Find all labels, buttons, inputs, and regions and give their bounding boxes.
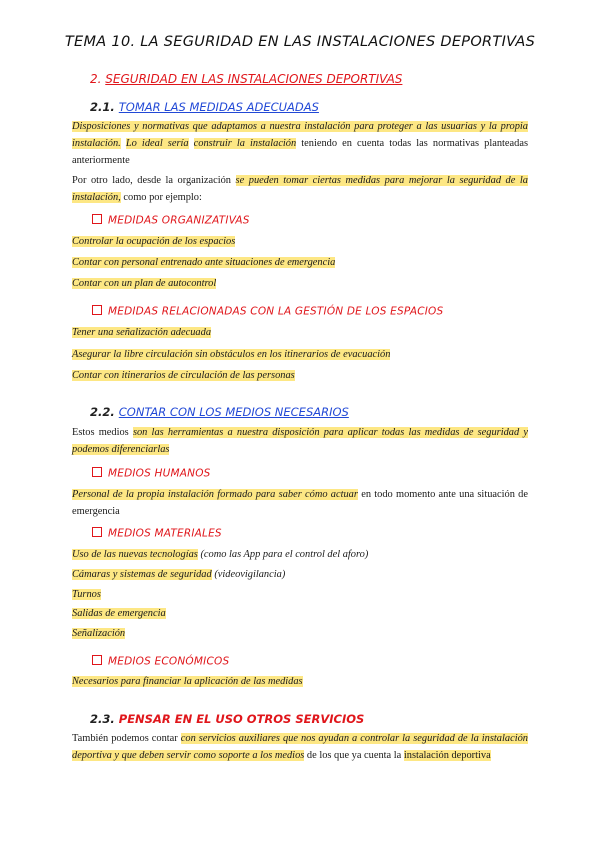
list-item: [72, 255, 335, 270]
paragraph-organizacion: [72, 172, 528, 206]
subsection-title: CONTAR CON LOS MEDIOS NECESARIOS: [118, 405, 349, 419]
highlight-text: Cámaras y sistemas de seguridad: [72, 569, 212, 580]
plain-text: Por otro lado, desde la organización: [72, 175, 231, 186]
highlight-text: Disposiciones y normativas que adaptamos a nuestra instalación para proteger a las usuarias y la propia instalación.: [72, 121, 528, 149]
paragraph-normativas: [72, 118, 528, 169]
page-title: TEMA 10. LA SEGURIDAD EN LAS INSTALACIONES DEPORTIVAS: [64, 34, 536, 50]
checkbox-square-icon: [92, 655, 102, 665]
list-item: [72, 567, 285, 582]
highlight-text: Turnos: [72, 589, 101, 600]
category-label: MEDIDAS RELACIONADAS CON LA GESTIÓN DE LOS ESPACIOS: [108, 305, 444, 318]
checkbox-square-icon: [92, 305, 102, 315]
plain-text: teniendo en cuenta todas las normativas planteadas anteriormente: [72, 138, 528, 166]
plain-text: como por ejemplo:: [123, 192, 202, 203]
category-label: MEDIOS ECONÓMICOS: [108, 655, 230, 668]
list-item: [72, 347, 390, 362]
list-item: [72, 325, 211, 340]
subsection-number: 2.1.: [90, 100, 115, 114]
subsection-2-2-heading: [90, 405, 349, 419]
checkbox-square-icon: [92, 467, 102, 477]
highlight-text: Personal de la propia instalación formado para saber cómo actuar: [72, 489, 358, 500]
list-item: [72, 606, 166, 621]
plain-text: También podemos contar: [72, 733, 178, 744]
list-item: [72, 626, 125, 641]
highlight-text: Señalización: [72, 628, 126, 639]
plain-text: (videovigilancia): [214, 569, 286, 580]
section-heading: [90, 72, 402, 86]
highlight-text: Lo ideal sería: [125, 138, 189, 149]
highlight-text: Tener una señalización adecuada: [72, 327, 212, 338]
subsection-title: PENSAR EN EL USO OTROS SERVICIOS: [118, 712, 365, 726]
paragraph-medios: [72, 424, 528, 458]
checkbox-square-icon: [92, 214, 102, 224]
paragraph-servicios: [72, 730, 528, 764]
category-heading: [92, 467, 211, 480]
subsection-title: TOMAR LAS MEDIDAS ADECUADAS: [118, 100, 319, 114]
category-heading: [92, 214, 250, 227]
category-heading: [92, 655, 229, 668]
subsection-2-3-heading: [90, 712, 364, 726]
list-item: [72, 547, 368, 562]
category-label: MEDIDAS ORGANIZATIVAS: [108, 214, 250, 227]
category-heading: [92, 527, 222, 540]
list-item: [72, 368, 295, 383]
list-item: [72, 674, 303, 689]
highlight-text: Salidas de emergencia: [72, 608, 166, 619]
category-heading: [92, 305, 443, 318]
list-item: [72, 276, 216, 291]
category-label: MEDIOS MATERIALES: [108, 527, 222, 540]
plain-text: (como las App para el control del aforo): [200, 549, 369, 560]
plain-text: de los que ya cuenta la: [306, 750, 402, 761]
section-number: 2.: [90, 72, 102, 86]
highlight-text: Asegurar la libre circulación sin obstáculos en los itinerarios de evacuación: [72, 349, 391, 360]
highlight-text: Controlar la ocupación de los espacios: [72, 236, 236, 247]
checkbox-square-icon: [92, 527, 102, 537]
list-item: [72, 587, 101, 602]
subsection-2-1-heading: [90, 100, 319, 114]
highlight-text: construir la instalación: [193, 138, 297, 149]
highlight-text: son las herramientas a nuestra disposición para aplicar todas las medidas de seguridad y podemos diferenciarlas: [72, 427, 528, 455]
highlight-text: instalación deportiva: [403, 750, 491, 761]
highlight-text: Contar con itinerarios de circulación de las personas: [72, 370, 295, 381]
subsection-number: 2.3.: [90, 712, 115, 726]
list-item: [72, 234, 235, 249]
highlight-text: Uso de las nuevas tecnologías: [72, 549, 198, 560]
highlight-text: Necesarios para financiar la aplicación de las medidas: [72, 676, 303, 687]
category-label: MEDIOS HUMANOS: [108, 467, 211, 480]
highlight-text: con servicios auxiliares que nos ayudan a controlar la seguridad de la instalación deportiva y que deben servir como soporte a los medios: [72, 733, 528, 761]
plain-text: Estos medios: [72, 427, 129, 438]
paragraph-medios-humanos: [72, 486, 528, 520]
highlight-text: se pueden tomar ciertas medidas para mejorar la seguridad de la instalación,: [72, 175, 528, 203]
plain-text: en todo momento ante una situación de emergencia: [72, 489, 528, 517]
section-title: SEGURIDAD EN LAS INSTALACIONES DEPORTIVAS: [105, 72, 403, 86]
highlight-text: Contar con personal entrenado ante situaciones de emergencia: [72, 257, 336, 268]
subsection-number: 2.2.: [90, 405, 115, 419]
highlight-text: Contar con un plan de autocontrol: [72, 278, 217, 289]
